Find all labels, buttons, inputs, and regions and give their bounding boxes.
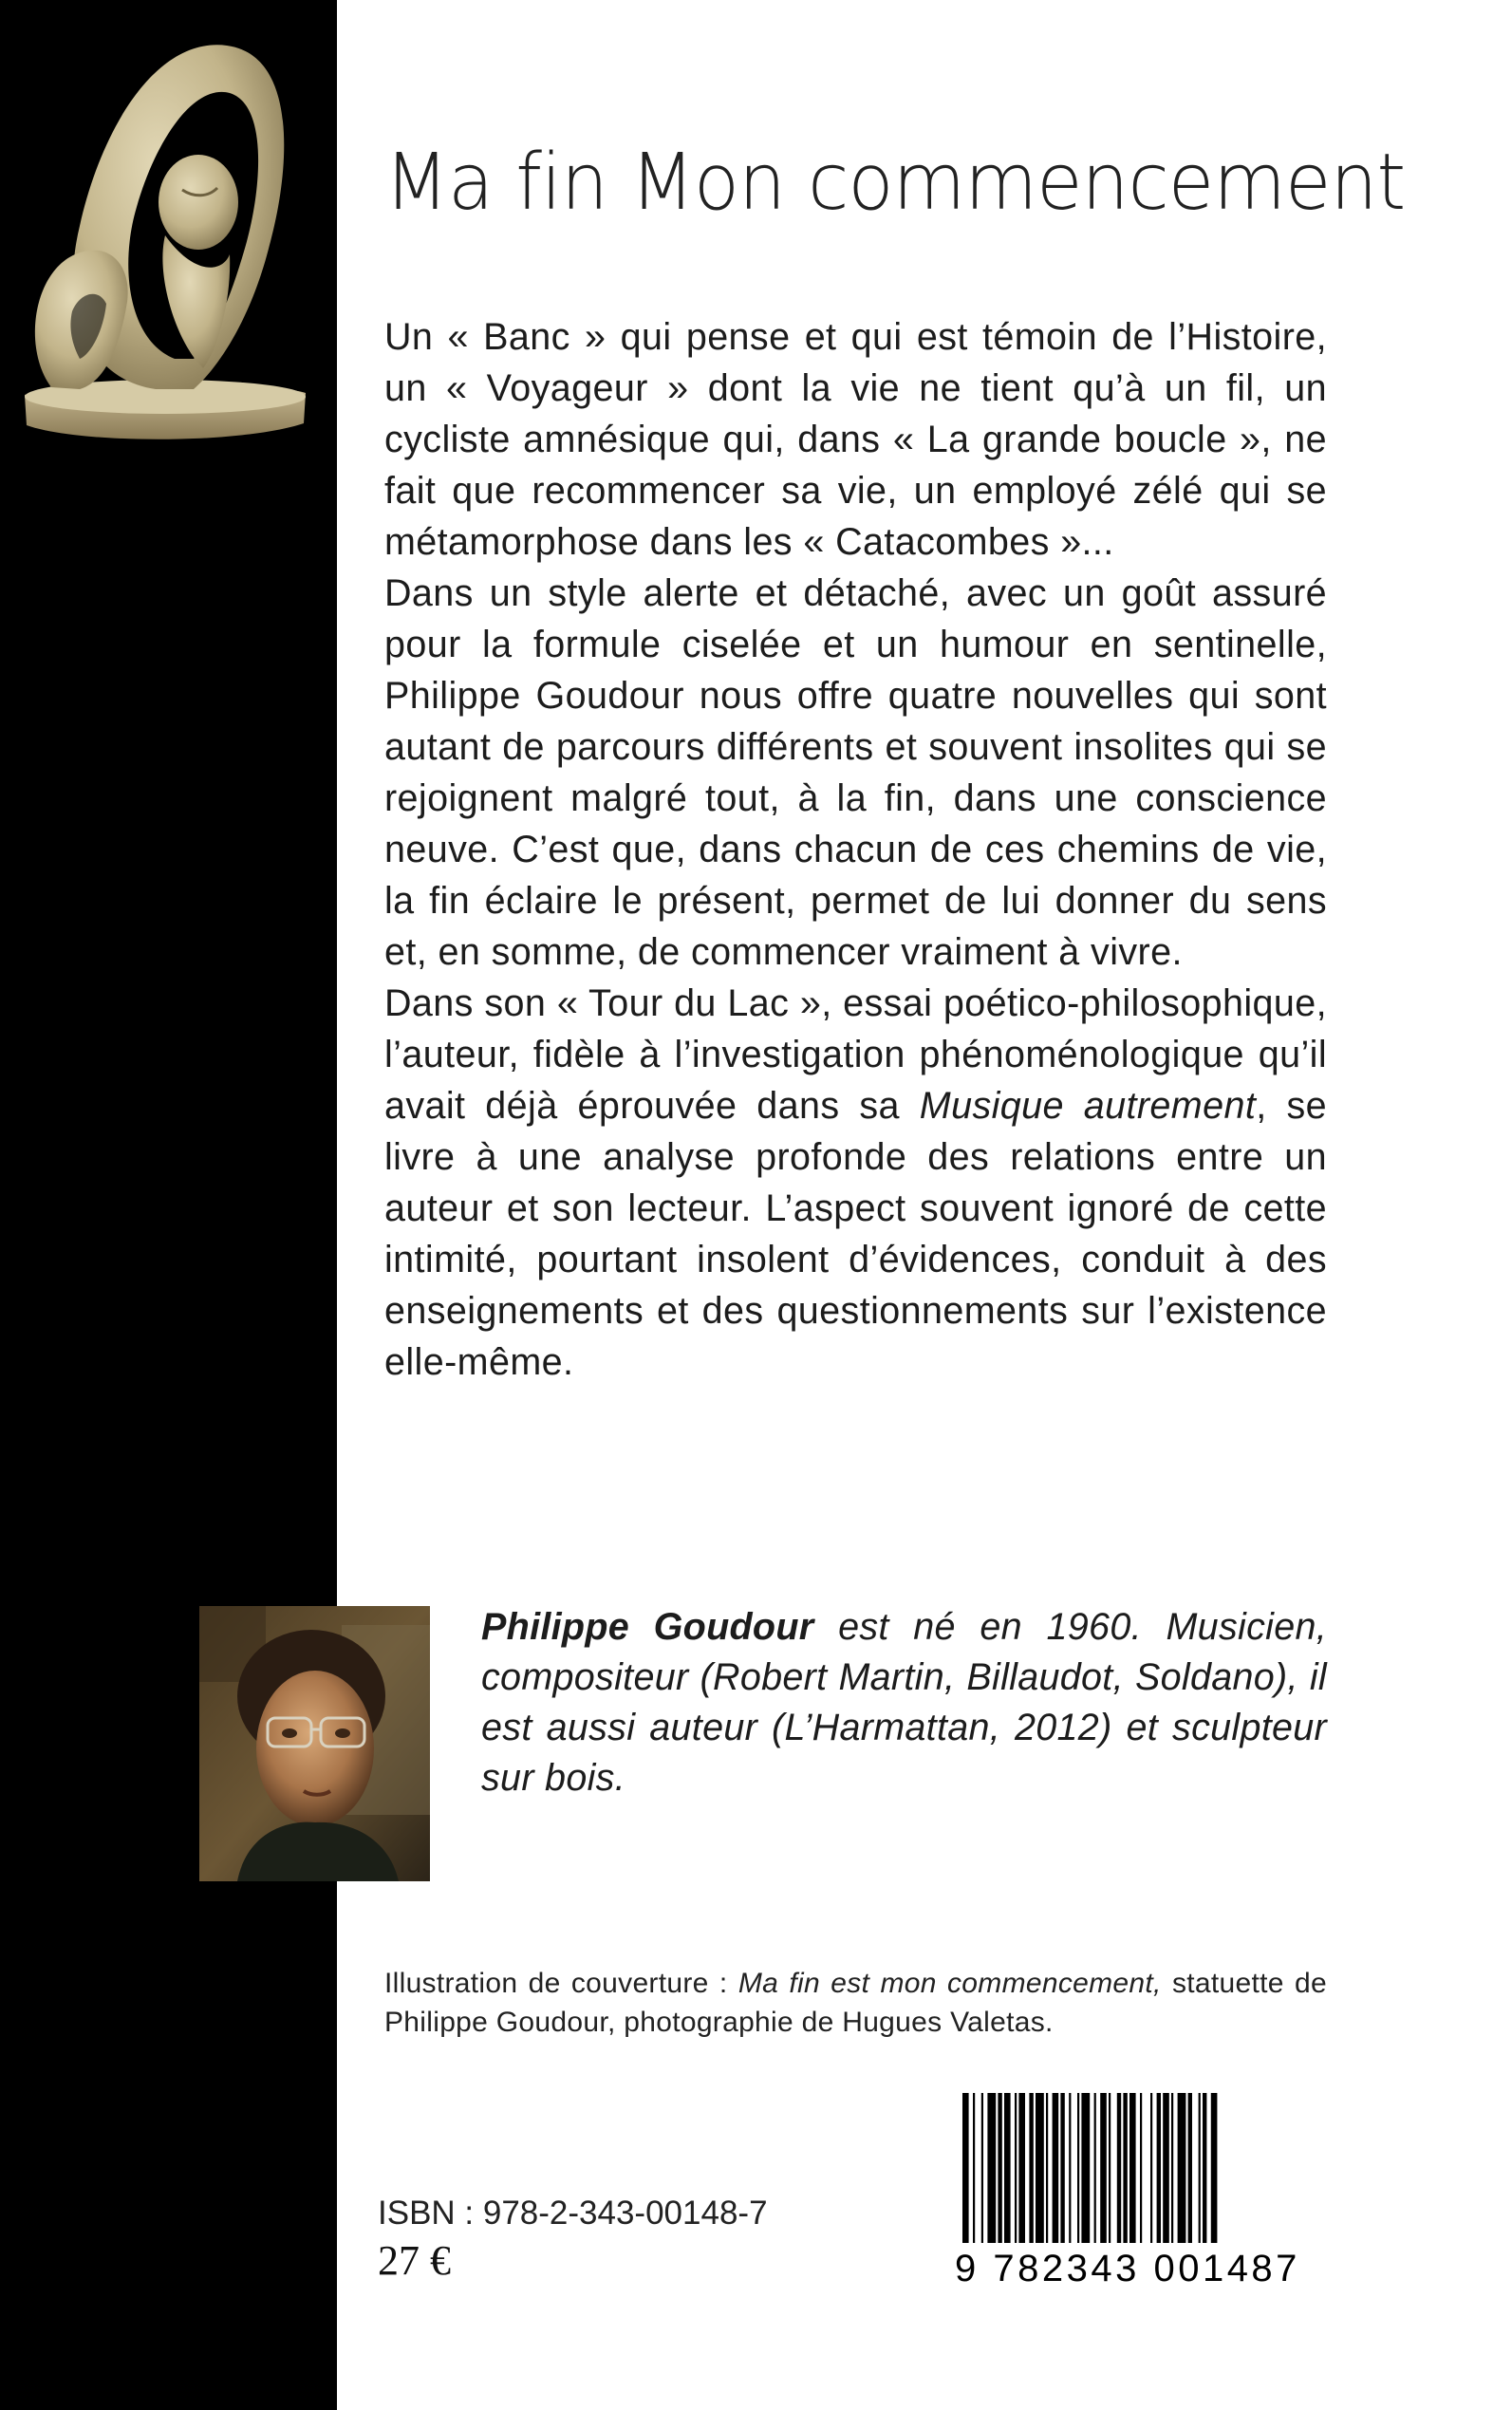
blurb-text: , se livre à une analyse profonde des relations entre un auteur et son lecteur. L’aspect souvent ignoré de cette intimité, pourtant insolent d’évidences, conduit à des enseignements et des questionnements sur l’existence elle-même. [384,1085,1327,1383]
author-name: Philippe Goudour [481,1606,814,1648]
price-label: 27 € [378,2237,451,2284]
back-cover-blurb [384,311,1327,1388]
barcode-bar [1140,2093,1142,2243]
barcode-bar [962,2093,969,2243]
barcode-bar [1081,2093,1090,2243]
barcode-bar [1199,2093,1201,2243]
barcode-bar [1211,2093,1218,2243]
barcode-bar [1077,2093,1079,2243]
barcode-bar [1069,2093,1071,2243]
barcode-bars [955,2093,1335,2245]
barcode-bar [1163,2093,1169,2243]
barcode-bar [1203,2093,1206,2243]
barcode-bar [1060,2093,1064,2243]
blurb-paragraph [384,978,1327,1388]
credit-artwork-title: Ma fin est mon commencement, [737,1968,1162,1999]
barcode-bar [1029,2093,1033,2243]
book-reference: Musique autrement [919,1085,1257,1127]
author-photo [199,1606,430,1881]
cover-illustration-credit [384,1964,1327,2042]
barcode-bar [1036,2093,1044,2243]
barcode-bar [1129,2093,1136,2243]
barcode-bar [1004,2093,1011,2243]
book-title: Ma fin Mon commencement [384,138,1406,228]
barcode-bar [1178,2093,1186,2243]
barcode-bar [1053,2093,1059,2243]
author-bio [481,1602,1327,1803]
ean-barcode [955,2093,1335,2292]
barcode-bar [1150,2093,1152,2243]
wood-sculpture-image [13,27,315,454]
author-bio-text: est né en 1960. Musicien, compositeur (Robert Martin, Billaudot, Soldano), il est aussi auteur (L’Harmattan, 2012) et sculpteur sur bois. [481,1606,1327,1799]
credit-suffix: statuette de Philippe Goudour, photographie de Hugues Valetas. [384,1968,1327,2038]
barcode-bar [1015,2093,1017,2243]
barcode-bar [1123,2093,1127,2243]
barcode-bar [981,2093,983,2243]
barcode-bar [1157,2093,1161,2243]
barcode-bar [987,2093,996,2243]
isbn-number: ISBN : 978-2-343-00148-7 [378,2195,768,2232]
barcode-bar [1117,2093,1121,2243]
blurb-text: Dans son « Tour du Lac », essai poético-philosophique, l’auteur, fidèle à l’investigation phénoménologique qu’il avait déjà éprouvée dans sa [384,982,1327,1127]
blurb-paragraph: Un « Banc » qui pense et qui est témoin de l’Histoire, un « Voyageur » dont la vie ne tient qu’à un fil, un cycliste amnésique qui, dans « La grande boucle », ne fait que recommencer sa vie, un employé zélé qui se métamorphose dans les « Catacombes »... [384,316,1327,563]
barcode-bar [998,2093,1001,2243]
barcode-bar [1100,2093,1107,2243]
barcode-digits: 9 782343 001487 [955,2248,1300,2289]
barcode-bar [1188,2093,1192,2243]
barcode-bar [973,2093,975,2243]
barcode-bar [1171,2093,1173,2243]
barcode-bar [1109,2093,1111,2243]
barcode-bar [1018,2093,1025,2243]
barcode-bar [1046,2093,1048,2243]
barcode-bar [1094,2093,1096,2243]
blurb-paragraph: Dans un style alerte et détaché, avec un goût assuré pour la formule ciselée et un humour en sentinelle, Philippe Goudour nous offre quatre nouvelles qui sont autant de parcours différents et souvent insolites qui se rejoignent malgré tout, à la fin, dans une conscience neuve. C’est que, dans chacun de ces chemins de vie, la fin éclaire le présent, permet de lui donner du sens et, en somme, de commencer vraiment à vivre. [384,572,1327,973]
credit-prefix: Illustration de couverture : [384,1968,738,1999]
